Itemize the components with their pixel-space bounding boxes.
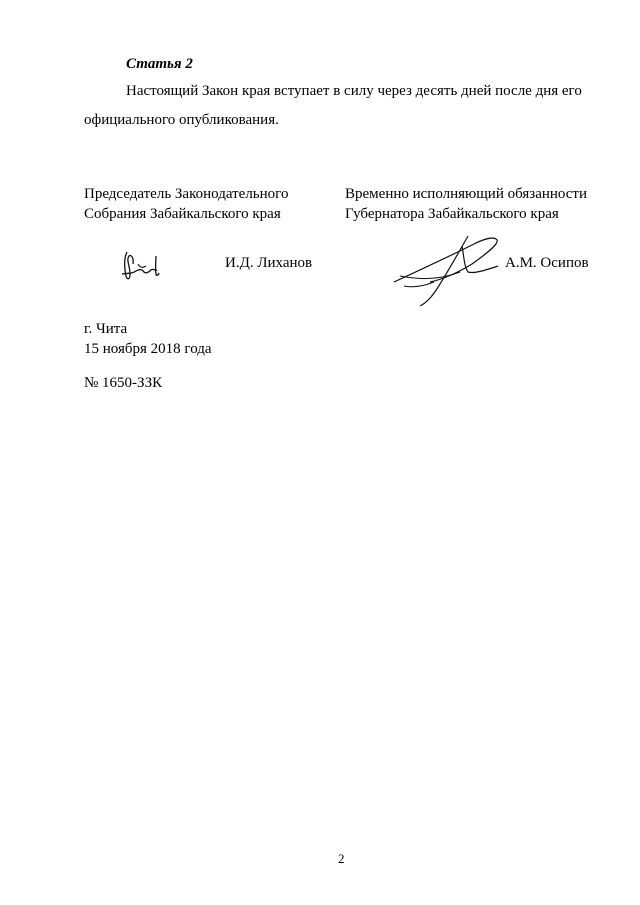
right-signatory-name: А.М. Осипов [505, 255, 589, 271]
article-title: Статья 2 [126, 56, 193, 72]
left-signatory-title [84, 184, 288, 224]
date: 15 ноября 2018 года [84, 341, 212, 357]
right-handwritten-signature [390, 226, 502, 315]
page-number: 2 [338, 851, 345, 866]
place-and-date [84, 319, 212, 359]
right-signatory-title [345, 184, 587, 224]
left-handwritten-signature [118, 244, 164, 291]
article-text-line-2: официального опубликования. [84, 112, 279, 128]
left-signatory-title-line-1: Председатель Законодательного [84, 186, 289, 202]
left-signatory-name: И.Д. Лиханов [225, 255, 313, 271]
law-number: № 1650-ЗЗК [84, 375, 163, 391]
left-signatory-title-line-2: Собрания Забайкальского края [84, 206, 281, 222]
right-signatory-title-line-2: Губернатора Забайкальского края [345, 206, 559, 222]
article-text-line-1: Настоящий Закон края вступает в силу через десять дней после дня его [126, 83, 582, 99]
city: г. Чита [84, 321, 128, 337]
right-signatory-title-line-1: Временно исполняющий обязанности [345, 186, 588, 202]
